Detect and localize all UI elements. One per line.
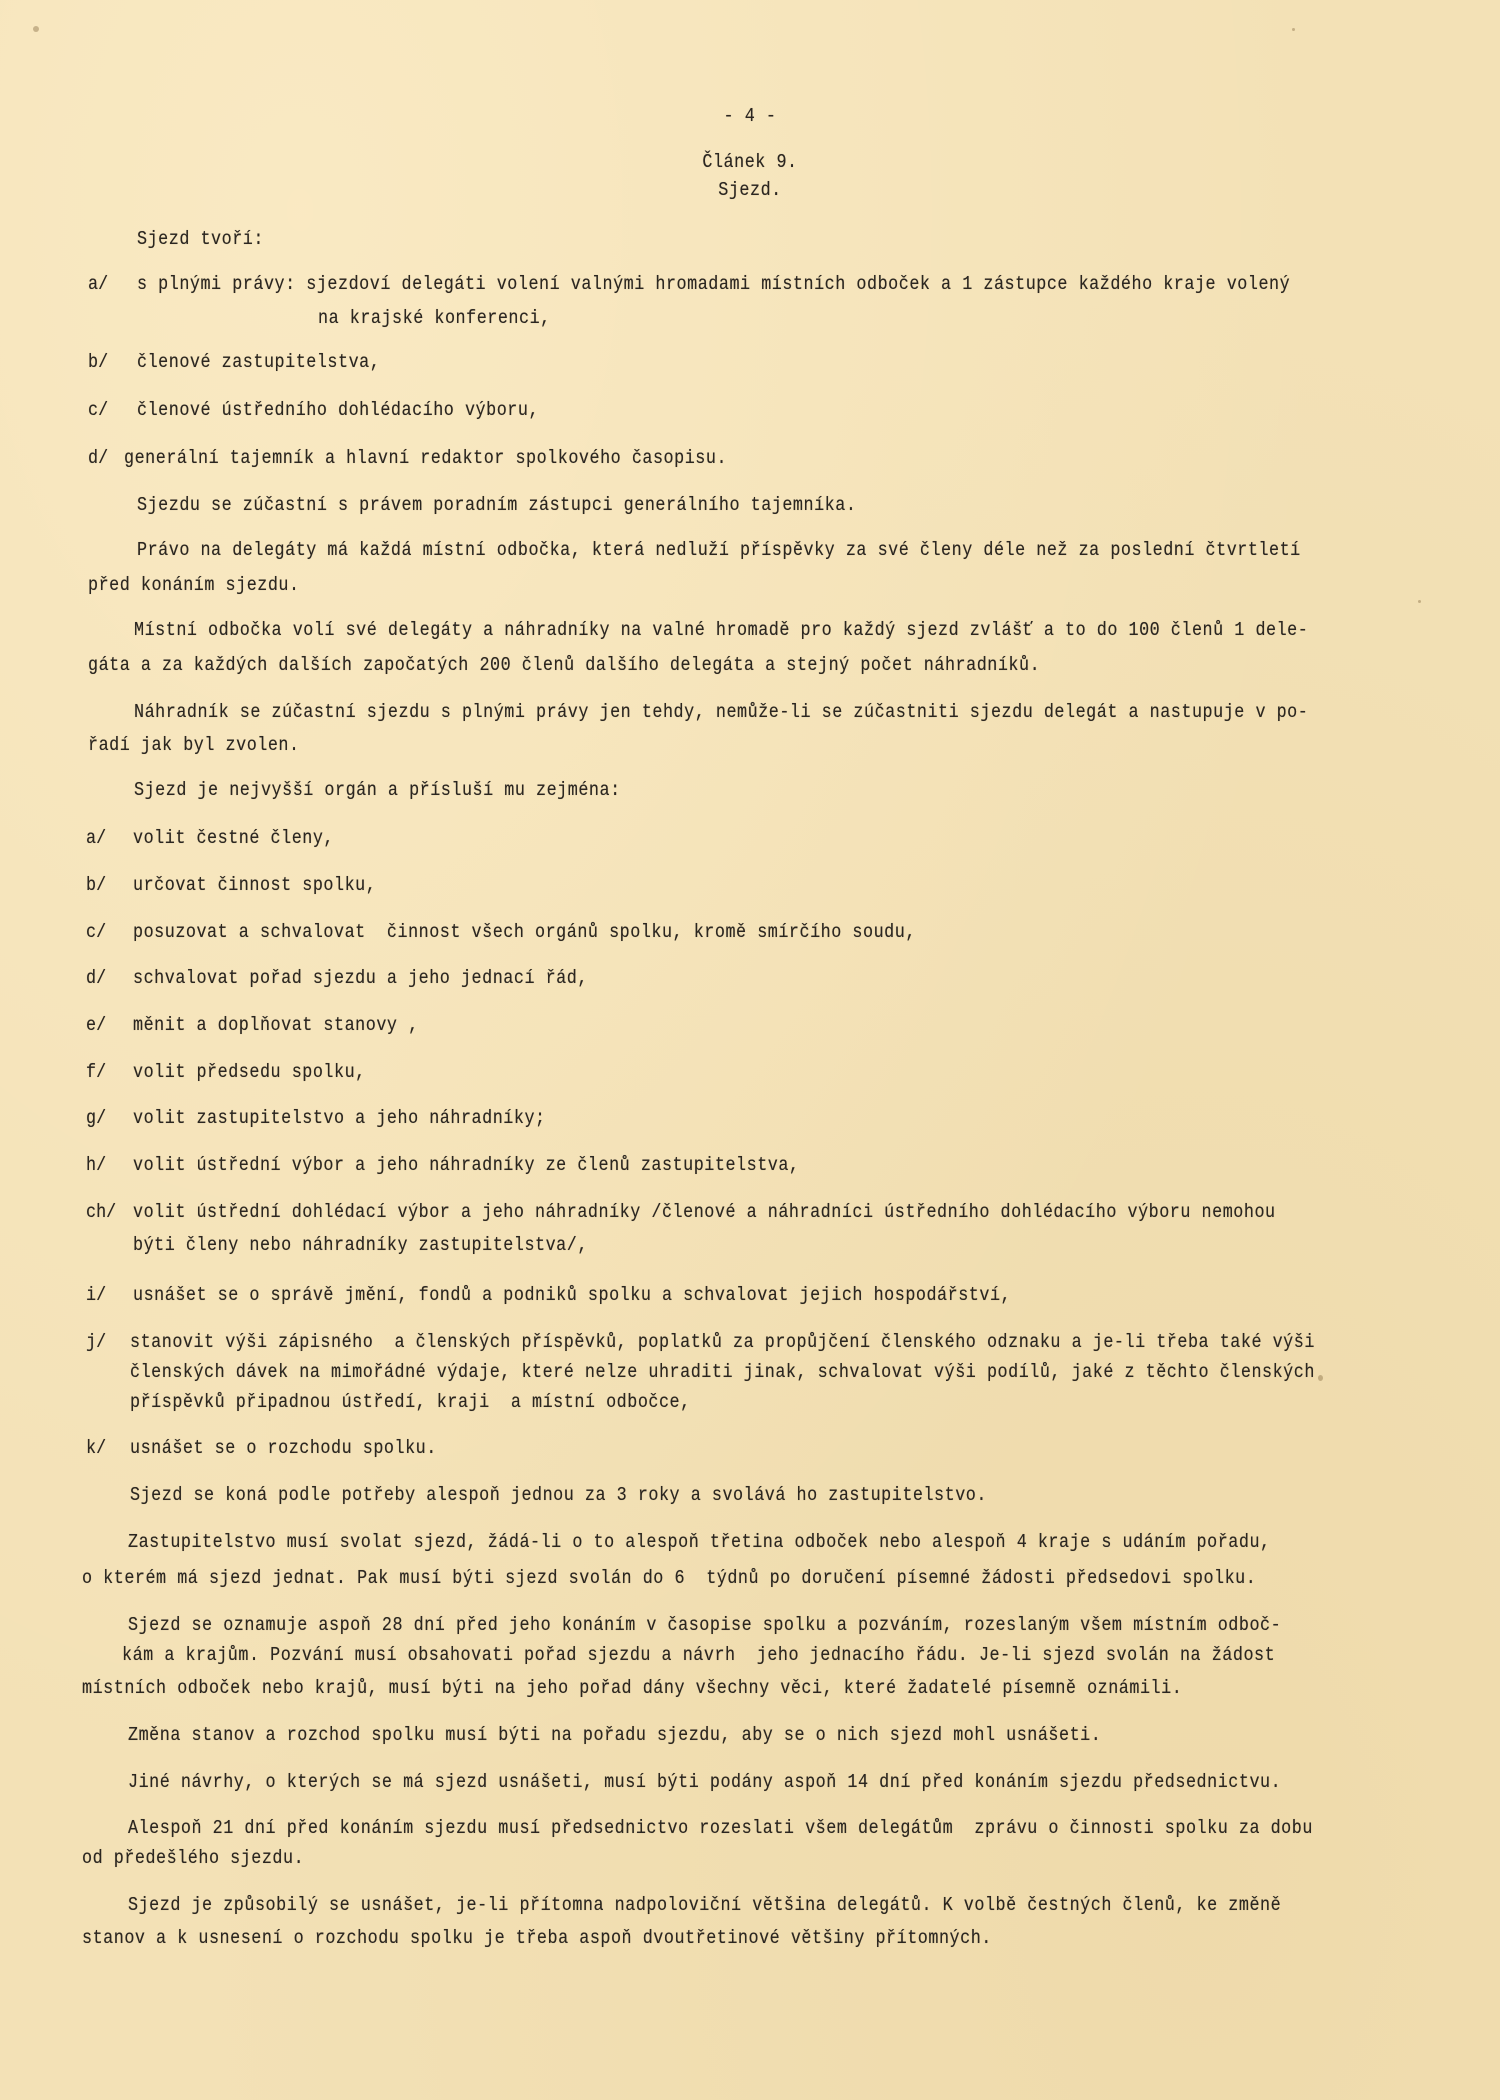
item-label: a/ <box>86 827 107 849</box>
item-text: členové zastupitelstva, <box>137 351 381 373</box>
item-text: příspěvků připadnou ústředí, kraji a místní odbočce, <box>130 1391 691 1413</box>
paragraph-line: Náhradník se zúčastní sjezdu s plnými právy jen tehdy, nemůže-li se zúčastniti sjezdu delegát a nastupuje v po- <box>134 701 1309 723</box>
item-text: členové ústředního dohlédacího výboru, <box>137 399 540 421</box>
item-text: usnášet se o správě jmění, fondů a podniků spolku a schvalovat jejich hospodářství, <box>133 1284 1012 1306</box>
item-text: býti členy nebo náhradníky zastupitelstva/, <box>133 1234 588 1256</box>
paragraph-line: Alespoň 21 dní před konáním sjezdu musí předsednictvo rozeslati všem delegátům zprávu o činnosti spolku za dobu <box>128 1817 1313 1839</box>
item-label: g/ <box>86 1107 107 1129</box>
item-label: e/ <box>86 1014 107 1036</box>
paragraph-line: Sjezd se oznamuje aspoň 28 dní před jeho konáním v časopise spolku a pozváním, rozeslaným všem místním odboč- <box>128 1614 1282 1636</box>
paragraph-line: od předešlého sjezdu. <box>82 1847 305 1869</box>
item-label: ch/ <box>86 1201 117 1223</box>
item-text: schvalovat pořad sjezdu a jeho jednací řád, <box>133 967 588 989</box>
item-label: j/ <box>86 1331 107 1353</box>
paragraph-line: řadí jak byl zvolen. <box>88 734 300 756</box>
item-label: k/ <box>86 1437 107 1459</box>
item-label: c/ <box>86 921 107 943</box>
paragraph-line: před konáním sjezdu. <box>88 574 300 596</box>
paragraph-line: Právo na delegáty má každá místní odbočka, která nedluží příspěvky za své členy déle než za poslední čtvrtletí <box>137 539 1301 561</box>
item-label: d/ <box>88 447 109 469</box>
paragraph-line: Sjezd je způsobilý se usnášet, je-li přítomna nadpoloviční většina delegátů. K volbě čestných členů, ke změně <box>128 1894 1282 1916</box>
paragraph-line: Sjezd je nejvyšší orgán a přísluší mu zejména: <box>134 779 621 801</box>
item-label: i/ <box>86 1284 107 1306</box>
paragraph-line: Sjezd se koná podle potřeby alespoň jednou za 3 roky a svolává ho zastupitelstvo. <box>130 1484 987 1506</box>
paragraph-line: gáta a za každých dalších započatých 200 členů dalšího delegáta a stejný počet náhradníků. <box>88 654 1041 676</box>
paragraph-line: Sjezdu se zúčastní s právem poradním zástupci generálního tajemníka. <box>137 494 857 516</box>
paragraph-line: Zastupitelstvo musí svolat sjezd, žádá-li o to alespoň třetina odboček nebo alespoň 4 kraje s udáním pořadu, <box>128 1531 1271 1553</box>
item-text: volit ústřední dohlédací výbor a jeho náhradníky /členové a náhradníci ústředního dohlédacího výboru nemohou <box>133 1201 1276 1223</box>
item-text: volit předsedu spolku, <box>133 1061 366 1083</box>
paragraph-line: Místní odbočka volí své delegáty a náhradníky na valné hromadě pro každý sjezd zvlášť a to do 100 členů 1 dele- <box>134 619 1309 641</box>
item-label: d/ <box>86 967 107 989</box>
item-text: určovat činnost spolku, <box>133 874 377 896</box>
item-text: volit čestné členy, <box>133 827 335 849</box>
item-text: volit ústřední výbor a jeho náhradníky ze členů zastupitelstva, <box>133 1154 800 1176</box>
item-text: na krajské konferenci, <box>318 307 551 329</box>
item-label: b/ <box>86 874 107 896</box>
article-title: Článek 9. <box>702 151 798 173</box>
paper-speck <box>33 26 39 32</box>
page-number: - 4 - <box>723 105 777 127</box>
paragraph-line: Jiné návrhy, o kterých se má sjezd usnášeti, musí býti podány aspoň 14 dní před konáním sjezdu předsednictvu. <box>128 1771 1282 1793</box>
paragraph-line: místních odboček nebo krajů, musí býti na jeho pořad dány všechny věci, které žadatelé písemně oznámili. <box>82 1677 1183 1699</box>
item-label: h/ <box>86 1154 107 1176</box>
article-subtitle: Sjezd. <box>718 179 782 201</box>
item-label: f/ <box>86 1061 107 1083</box>
paper-speck <box>1318 1375 1323 1381</box>
paragraph-line: stanov a k usnesení o rozchodu spolku je třeba aspoň dvoutřetinové většiny přítomných. <box>82 1927 992 1949</box>
paragraph-line: kám a krajům. Pozvání musí obsahovati pořad sjezdu a návrh jeho jednacího řádu. Je-li sjezd svolán na žádost <box>122 1644 1276 1666</box>
item-text: měnit a doplňovat stanovy , <box>133 1014 419 1036</box>
item-text: stanovit výši zápisného a členských příspěvků, poplatků za propůjčení členského odznaku a je-li třeba také výši <box>130 1331 1315 1353</box>
intro-text: Sjezd tvoří: <box>137 228 264 250</box>
paper-speck <box>1418 600 1421 603</box>
item-text: generální tajemník a hlavní redaktor spolkového časopisu. <box>124 447 728 469</box>
item-text: s plnými právy: sjezdoví delegáti volení valnými hromadami místních odboček a 1 zástupce každého kraje volený <box>137 273 1291 295</box>
paragraph-line: o kterém má sjezd jednat. Pak musí býti sjezd svolán do 6 týdnů po doručení písemné žádosti předsedovi spolku. <box>82 1567 1257 1589</box>
item-label: b/ <box>88 351 109 373</box>
paper-speck <box>1292 28 1295 31</box>
item-label: c/ <box>88 399 109 421</box>
item-label: a/ <box>88 273 109 295</box>
item-text: členských dávek na mimořádné výdaje, které nelze uhraditi jinak, schvalovat výši podílů, jaké z těchto členských <box>130 1361 1315 1383</box>
paragraph-line: Změna stanov a rozchod spolku musí býti na pořadu sjezdu, aby se o nich sjezd mohl usnášeti. <box>128 1724 1102 1746</box>
item-text: usnášet se o rozchodu spolku. <box>130 1437 437 1459</box>
item-text: volit zastupitelstvo a jeho náhradníky; <box>133 1107 546 1129</box>
item-text: posuzovat a schvalovat činnost všech orgánů spolku, kromě smírčího soudu, <box>133 921 916 943</box>
